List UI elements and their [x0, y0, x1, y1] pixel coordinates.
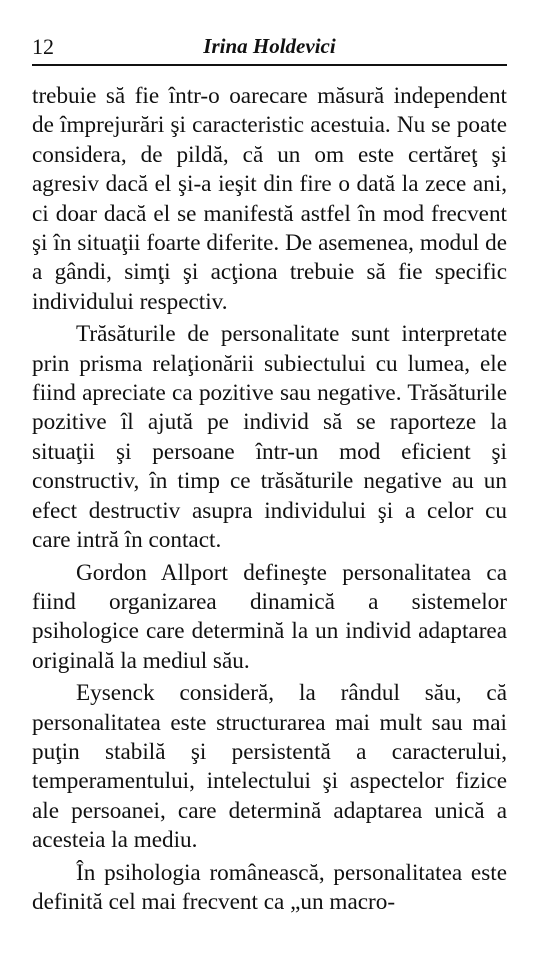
paragraph-traits: Trăsăturile de personalitate sunt interpretate prin prisma relaţionării subiectului cu lumea, ele fiind apreciate ca pozitive sau negative. Trăsăturile pozitive îl ajută pe individ să se raporteze la situaţii şi persoane într-un mod eficient şi constructiv, în timp ce trăsăturile negative au un efect destructiv asupra individului şi a celor cu care intră în contact. — [32, 321, 507, 554]
paragraph-eysenck: Eysenck consideră, la rândul său, că personalitatea este structurarea mai mult sau mai puţin stabilă şi persistentă a caracterului, temperamentului, intelectului şi aspectelor fizice ale persoanei, care determină adaptarea unică a acesteia la mediu. — [32, 680, 507, 854]
page-number: 12 — [32, 34, 54, 59]
body-text — [32, 82, 507, 920]
running-header — [32, 30, 507, 66]
paragraph-allport: Gordon Allport defineşte personalitatea ca fiind organizarea dinamică a sistemelor psihologice care determină la un individ adaptarea originală la mediul său. — [32, 559, 507, 674]
running-header-author: Irina Holdevici — [203, 34, 336, 58]
paragraph-romanian-psychology: În psihologia românească, personalitatea este definită cel mai frecvent ca „un macro- — [32, 859, 507, 915]
paragraph-continuation: trebuie să fie într-o oarecare măsură independent de împrejurări şi caracteristic acestuia. Nu se poate considera, de pildă, că un om este certăreţ şi agresiv dacă el şi-a ieşit din fire o dată la zece ani, ci doar dacă el se manifestă astfel în mod frecvent şi în situaţii foarte diferite. De asemenea, modul de a gândi, simţi şi acţiona trebuie să fie specific individului respectiv. — [32, 83, 507, 315]
